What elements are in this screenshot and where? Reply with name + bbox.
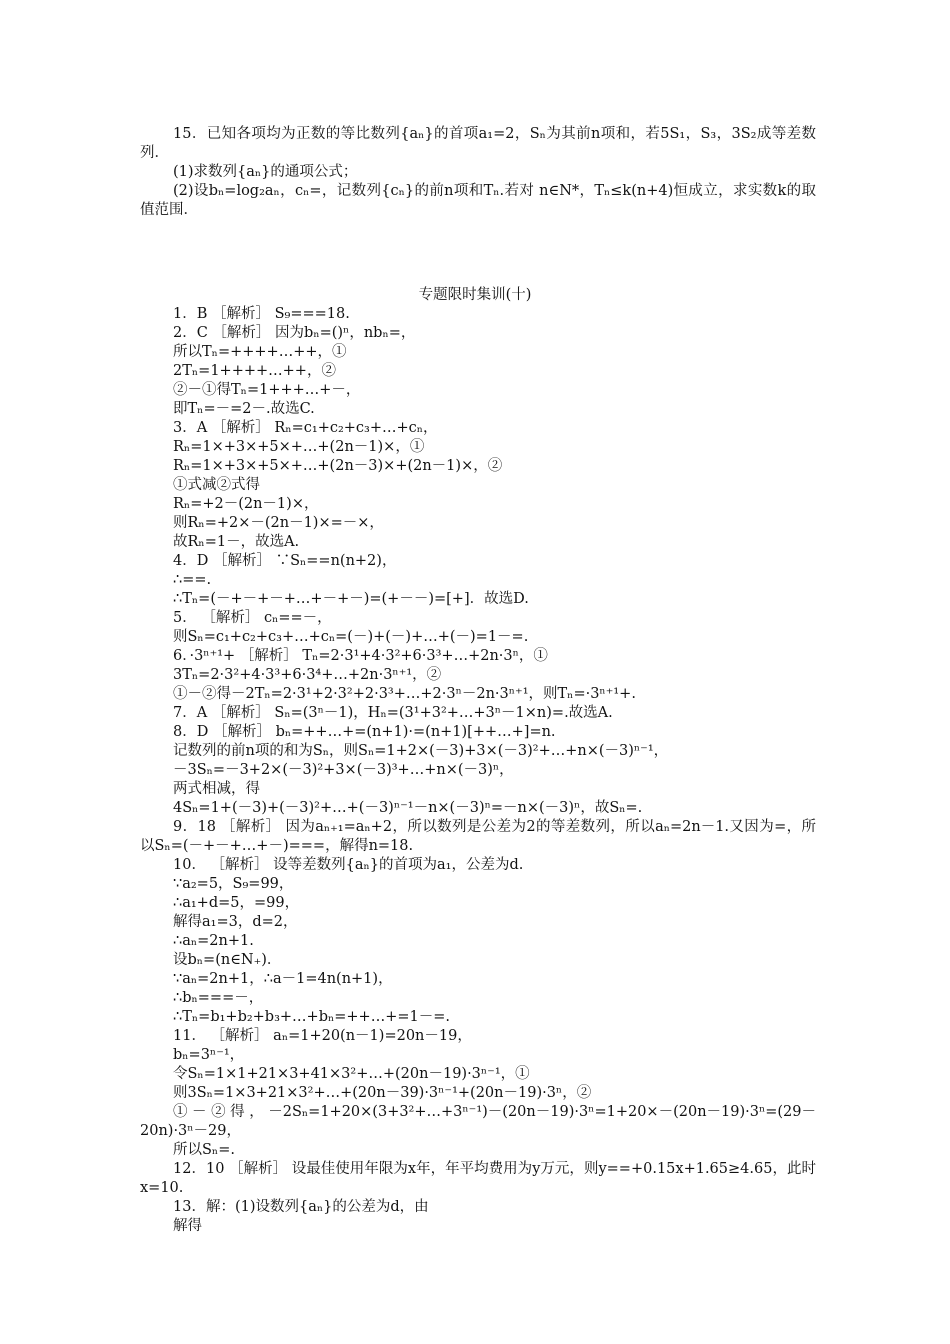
solutions: [140, 305, 816, 1236]
solution-line: ∵a₂=5，S₉=99，: [173, 876, 294, 892]
solution-line: 9．18 ［解析］ 因为aₙ₊₁=aₙ+2，所以数列是公差为2的等差数列，所以aₙ=2n－1.又因为=，所以Sₙ=(－+－+…+－)===，解得n=18.: [140, 819, 816, 854]
solution-line: ∴Tₙ=b₁+b₂+b₃+…+bₙ=++…+=1－=.: [173, 1009, 450, 1025]
solution-line: 解得: [173, 1218, 202, 1234]
solution-line: ∴bₙ===－，: [173, 990, 264, 1006]
solution-line: 所以Sₙ=.: [173, 1142, 235, 1158]
solution-line: 则Sₙ=c₁+c₂+c₃+…+cₙ=(－)+(－)+…+(－)=1－=.: [173, 629, 529, 645]
solution-line: 设bₙ=(n∈N₊)．: [173, 952, 282, 968]
solution-line: －3Sₙ=－3+2×(－3)²+3×(－3)³+…+n×(－3)ⁿ，: [173, 762, 514, 778]
solution-line: ∴Tₙ=(－+－+－+…+－+－)=(+－－)=[+]．故选D.: [173, 591, 529, 607]
solution-line: ∵aₙ=2n+1，∴a－1=4n(n+1)，: [173, 971, 393, 987]
solution-line: 4．D ［解析］ ∵Sₙ==n(n+2)，: [173, 553, 397, 569]
solution-line: Rₙ=+2－(2n－1)×，: [173, 496, 319, 512]
section-title: 专题限时集训(十): [418, 287, 532, 303]
solution-line: 10． ［解析］ 设等差数列{aₙ}的首项为a₁，公差为d.: [173, 857, 524, 873]
solution-line: 两式相减，得: [173, 781, 260, 797]
solution-line: 令Sₙ=1×1+21×3+41×3²+…+(20n－19)·3ⁿ⁻¹，①: [173, 1066, 530, 1082]
solution-line: ∴aₙ=2n+1.: [173, 933, 254, 949]
solution-line: 4Sₙ=1+(－3)+(－3)²+…+(－3)ⁿ⁻¹－n×(－3)ⁿ=－n×(－3)ⁿ，故Sₙ=.: [173, 800, 643, 816]
solution-line: 3Tₙ=2·3²+4·3³+6·3⁴+…+2n·3ⁿ⁺¹，②: [173, 667, 442, 683]
solution-line: 8．D ［解析］ bₙ=++…+=(n+1)·=(n+1)[++…+]=n.: [173, 724, 556, 740]
solution-line: 解得a₁=3，d=2，: [173, 914, 298, 930]
problem-15: [140, 125, 816, 220]
solution-line: ①式减②式得: [173, 477, 260, 493]
solution-line: 故Rₙ=1－，故选A.: [173, 534, 300, 550]
solution-line: 则3Sₙ=1×3+21×3²+…+(20n－39)·3ⁿ⁻¹+(20n－19)·3ⁿ，②: [173, 1085, 592, 1101]
solution-line: 记数列的前n项的和为Sₙ，则Sₙ=1+2×(－3)+3×(－3)²+…+n×(－3)ⁿ⁻¹，: [173, 743, 669, 759]
solution-line: 即Tₙ=－=2－.故选C.: [173, 401, 315, 417]
solution-line: 1．B ［解析］ S₉===18.: [173, 306, 350, 322]
solution-line: 则Rₙ=+2×－(2n－1)×=－×，: [173, 515, 384, 531]
solution-line: Rₙ=1×+3×+5×+…+(2n－3)×+(2n－1)×，②: [173, 458, 503, 474]
problem-15-part-1: (1)求数列{aₙ}的通项公式；: [173, 164, 358, 180]
solution-line: ①－②得，－2Sₙ=1+20×(3+3²+…+3ⁿ⁻¹)－(20n－19)·3ⁿ=1+20×－(20n－19)·3ⁿ=(29－20n)·3ⁿ－29，: [140, 1104, 816, 1139]
solution-line: 12．10 ［解析］ 设最佳使用年限为x年，年平均费用为y万元，则y==+0.15x+1.65≥4.65，此时x=10.: [140, 1161, 816, 1196]
solution-line: 2．C ［解析］ 因为bₙ=()ⁿ，nbₙ=，: [173, 325, 416, 341]
solution-line: ∴==.: [173, 572, 212, 588]
solution-line: 11． ［解析］ aₙ=1+20(n－1)=20n－19，: [173, 1028, 472, 1044]
solution-line: 13．解：(1)设数列{aₙ}的公差为d，由: [173, 1199, 429, 1215]
solution-line: bₙ=3ⁿ⁻¹，: [173, 1047, 245, 1063]
solution-line: 7．A ［解析］ Sₙ=(3ⁿ－1)，Hₙ=(3¹+3²+…+3ⁿ－1×n)=.故选A.: [173, 705, 613, 721]
solution-line: 6．·3ⁿ⁺¹+ ［解析］ Tₙ=2·3¹+4·3²+6·3³+…+2n·3ⁿ，①: [173, 648, 548, 664]
problem-15-stem: 15．已知各项均为正数的等比数列{aₙ}的首项a₁=2，Sₙ为其前n项和，若5S₁，S₃，3S₂成等差数列．: [140, 126, 816, 161]
solution-line: ①－②得－2Tₙ=2·3¹+2·3²+2·3³+…+2·3ⁿ－2n·3ⁿ⁺¹，则Tₙ=·3ⁿ⁺¹+.: [173, 686, 636, 702]
solution-line: Rₙ=1×+3×+5×+…+(2n－1)×，①: [173, 439, 425, 455]
solution-line: 3．A ［解析］ Rₙ=c₁+c₂+c₃+…+cₙ，: [173, 420, 438, 436]
solution-line: ②－①得Tₙ=1+++…+－，: [173, 382, 361, 398]
solution-line: 所以Tₙ=++++…++，①: [173, 344, 347, 360]
solution-line: 5． ［解析］ cₙ==－，: [173, 610, 332, 626]
problem-15-part-2: (2)设bₙ=log₂aₙ，cₙ=，记数列{cₙ}的前n项和Tₙ.若对 n∈N*，Tₙ≤k(n+4)恒成立，求实数k的取值范围．: [140, 183, 816, 218]
solution-line: 2Tₙ=1++++…++，②: [173, 363, 336, 379]
solution-line: ∴a₁+d=5，=99，: [173, 895, 300, 911]
